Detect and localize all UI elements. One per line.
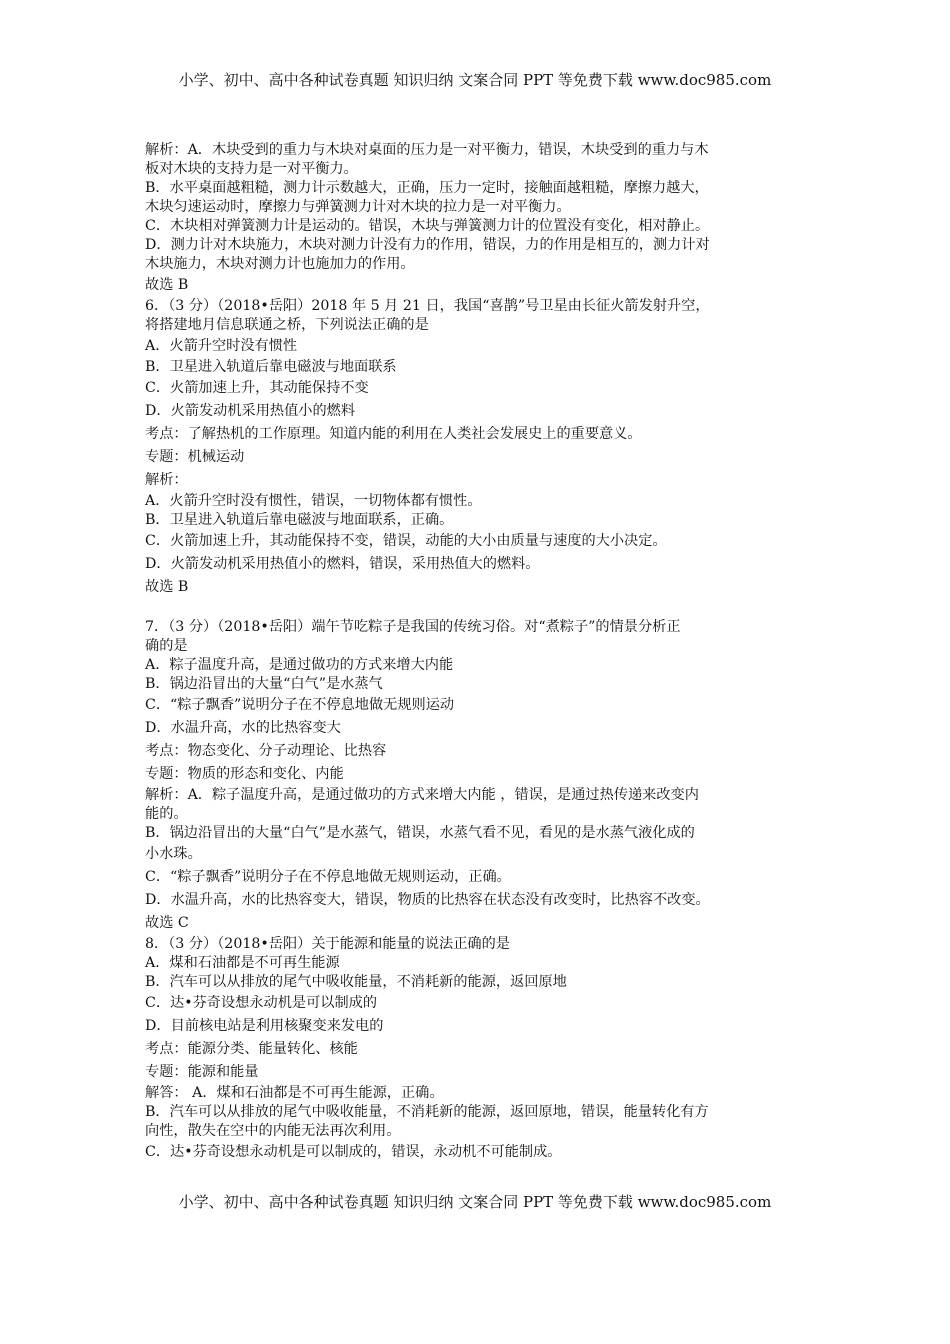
- option-line: B．锅边沿冒出的大量“白气”是水蒸气: [145, 676, 383, 692]
- text-line: 向性，散失在空中的内能无法再次利用。: [145, 1123, 401, 1139]
- option-line: D．火箭发动机采用热值小的燃料: [145, 403, 356, 419]
- text-line: 考点：了解热机的工作原理。知道内能的利用在人类社会发展史上的重要意义。: [145, 426, 642, 442]
- text-line: 考点：能源分类、能量转化、核能: [145, 1041, 358, 1057]
- text-line: A．火箭升空时没有惯性，错误，一切物体都有惯性。: [145, 493, 482, 509]
- option-line: C．“粽子飘香”说明分子在不停息地做无规则运动: [145, 697, 455, 713]
- question-line: 6．（3 分）（2018•岳阳）2018 年 5 月 21 日，我国“喜鹊”号卫星由长征火箭发射升空，: [145, 298, 710, 314]
- question-line: 8．（3 分）（2018•岳阳）关于能源和能量的说法正确的是: [145, 936, 510, 952]
- text-line: 专题：物质的形态和变化、内能: [145, 766, 344, 782]
- option-line: A．粽子温度升高，是通过做功的方式来增大内能: [145, 657, 454, 673]
- option-line: D．目前核电站是利用核聚变来发电的: [145, 1018, 384, 1034]
- page-header: 小学、初中、高中各种试卷真题 知识归纳 文案合同 PPT 等免费下载 www.doc985.com: [178, 71, 772, 89]
- answer-line: 故选 C: [145, 915, 189, 931]
- text-line: 小水珠。: [145, 846, 202, 862]
- text-line: 解析：: [145, 472, 188, 488]
- document-body: [145, 141, 820, 1164]
- option-line: D．水温升高，水的比热容变大: [145, 720, 341, 736]
- text-line: 考点：物态变化、分子动理论、比热容: [145, 743, 387, 759]
- option-line: C．达•芬奇设想永动机是可以制成的: [145, 995, 378, 1011]
- text-line: B．卫星进入轨道后靠电磁波与地面联系，正确。: [145, 512, 454, 528]
- text-line: B．汽车可以从排放的尾气中吸收能量，不消耗新的能源，返回原地，错误，能量转化有方: [145, 1104, 709, 1120]
- text-line: C．木块相对弹簧测力计是运动的。错误，木块与弹簧测力计的位置没有变化，相对静止。: [145, 218, 710, 234]
- text-line: 木块施力，木块对测力计也施加力的作用。: [145, 256, 415, 272]
- blank-line: [145, 599, 820, 618]
- text-line: B．水平桌面越粗糙，测力计示数越大，正确，压力一定时，接触面越粗糙，摩擦力越大，: [145, 180, 709, 196]
- answer-line: 故选 B: [145, 277, 189, 293]
- text-line: 专题：机械运动: [145, 449, 245, 465]
- question-line: 7．（3 分）（2018•岳阳）端午节吃粽子是我国的传统习俗。对“煮粽子”的情景分析正: [145, 619, 681, 635]
- text-line: 解答： A．煤和石油都是不可再生能源，正确。: [145, 1085, 444, 1101]
- option-line: C．火箭加速上升，其动能保持不变: [145, 380, 369, 396]
- page-footer: 小学、初中、高中各种试卷真题 知识归纳 文案合同 PPT 等免费下载 www.doc985.com: [178, 1193, 772, 1211]
- text-line: C．火箭加速上升，其动能保持不变，错误，动能的大小由质量与速度的大小决定。: [145, 533, 667, 549]
- answer-line: 故选 B: [145, 579, 189, 595]
- text-line: C．“粽子飘香”说明分子在不停息地做无规则运动，正确。: [145, 869, 511, 885]
- question-line: 确的是: [145, 638, 188, 654]
- text-line: 能的。: [145, 806, 188, 822]
- text-line: B．锅边沿冒出的大量“白气”是水蒸气，错误，水蒸气看不见，看见的是水蒸气液化成的: [145, 825, 695, 841]
- text-line: 板对木块的支持力是一对平衡力。: [145, 161, 358, 177]
- option-line: B．卫星进入轨道后靠电磁波与地面联系: [145, 359, 397, 375]
- text-line: 解析：A．粽子温度升高，是通过做功的方式来增大内能 ，错误，是通过热传递来改变内: [145, 787, 699, 803]
- option-line: B．汽车可以从排放的尾气中吸收能量，不消耗新的能源，返回原地: [145, 974, 567, 990]
- text-line: D．测力计对木块施力，木块对测力计没有力的作用，错误，力的作用是相互的，测力计对: [145, 237, 710, 253]
- question-line: 将搭建地月信息联通之桥，下列说法正确的是: [145, 317, 429, 333]
- text-line: D．水温升高，水的比热容变大，错误，物质的比热容在状态没有改变时，比热容不改变。: [145, 892, 710, 908]
- option-line: A．煤和石油都是不可再生能源: [145, 955, 340, 971]
- option-line: A．火箭升空时没有惯性: [145, 338, 298, 354]
- text-line: 解析：A．木块受到的重力与木块对桌面的压力是一对平衡力，错误，木块受到的重力与木: [145, 142, 709, 158]
- text-line: D．火箭发动机采用热值小的燃料，错误，采用热值大的燃料。: [145, 556, 540, 572]
- text-line: C．达•芬奇设想永动机是可以制成的，错误，永动机不可能制成。: [145, 1144, 562, 1160]
- text-line: 木块匀速运动时，摩擦力与弹簧测力计对木块的拉力是一对平衡力。: [145, 199, 571, 215]
- text-line: 专题：能源和能量: [145, 1064, 259, 1080]
